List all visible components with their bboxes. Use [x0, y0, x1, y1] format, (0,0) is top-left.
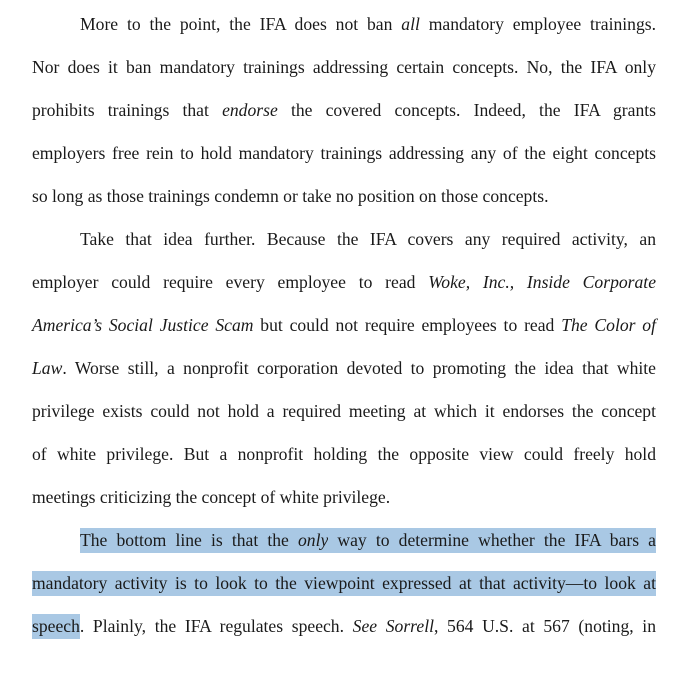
- highlighted-text-run[interactable]: The bottom line is that the: [80, 528, 298, 553]
- text-run: , 564 U.S. at 567 (noting, in: [433, 616, 656, 636]
- paragraph-2-line-1: [80, 228, 656, 250]
- paragraph-2-line-6: [32, 443, 656, 465]
- paragraph-2-line-3: [32, 314, 656, 336]
- text-run: Nor does it ban mandatory trainings addressing certain concepts. No, the IFA only: [32, 57, 656, 77]
- text-run: . Worse still, a nonprofit corporation devoted to promoting the idea that white: [62, 358, 656, 378]
- text-run: of white privilege. But a nonprofit holding the opposite view could freely hold: [32, 444, 656, 464]
- paragraph-2-line-2: [32, 271, 656, 293]
- paragraph-2-line-5: [32, 400, 656, 422]
- paragraph-1-line-4: [32, 142, 656, 164]
- text-run: but could not require employees to read: [253, 315, 562, 335]
- text-run-italic: Law: [32, 358, 63, 378]
- paragraph-3-line-2[interactable]: [32, 572, 656, 594]
- text-run: employer could require every employee to read: [32, 272, 429, 292]
- text-run: employers free rein to hold mandatory trainings addressing any of the eight concepts: [32, 143, 656, 163]
- highlighted-text-run[interactable]: way to determine whether the IFA bars a: [328, 528, 656, 553]
- text-run: . Plainly, the IFA regulates speech.: [79, 616, 353, 636]
- text-run-italic: See Sorrell: [352, 616, 434, 636]
- paragraph-1-line-2: [32, 56, 656, 78]
- text-run: so long as those trainings condemn or take no position on those concepts.: [32, 186, 549, 206]
- text-run-italic: America’s Social Justice Scam: [32, 315, 254, 335]
- text-run: More to the point, the IFA does not ban: [80, 14, 402, 34]
- paragraph-2-line-7: [32, 486, 656, 508]
- text-run-italic: Woke, Inc., Inside Corporate: [428, 272, 656, 292]
- highlighted-text-run[interactable]: mandatory activity is to look to the viewpoint expressed at that activity—to look at: [32, 571, 656, 596]
- paragraph-2-line-4: [32, 357, 656, 379]
- text-run-italic: all: [401, 14, 420, 34]
- text-run: prohibits trainings that: [32, 100, 223, 120]
- paragraph-1-line-5: [32, 185, 656, 207]
- text-run: Take that idea further. Because the IFA covers any required activity, an: [80, 229, 656, 249]
- text-run: privilege exists could not hold a required meeting at which it endorses the concept: [32, 401, 656, 421]
- paragraph-1-line-3: [32, 99, 656, 121]
- paragraph-1-line-1: [80, 13, 656, 35]
- text-run-italic: The Color of: [561, 315, 656, 335]
- text-run: meetings criticizing the concept of white privilege.: [32, 487, 391, 507]
- text-run: mandatory employee trainings.: [419, 14, 657, 34]
- text-run-italic: endorse: [222, 100, 278, 120]
- paragraph-3-line-1[interactable]: [80, 529, 656, 551]
- text-run: the covered concepts. Indeed, the IFA grants: [277, 100, 656, 120]
- paragraph-3-line-3[interactable]: [32, 615, 656, 637]
- highlighted-text-run[interactable]: speech: [32, 614, 80, 639]
- highlighted-text-run-italic[interactable]: only: [298, 528, 328, 553]
